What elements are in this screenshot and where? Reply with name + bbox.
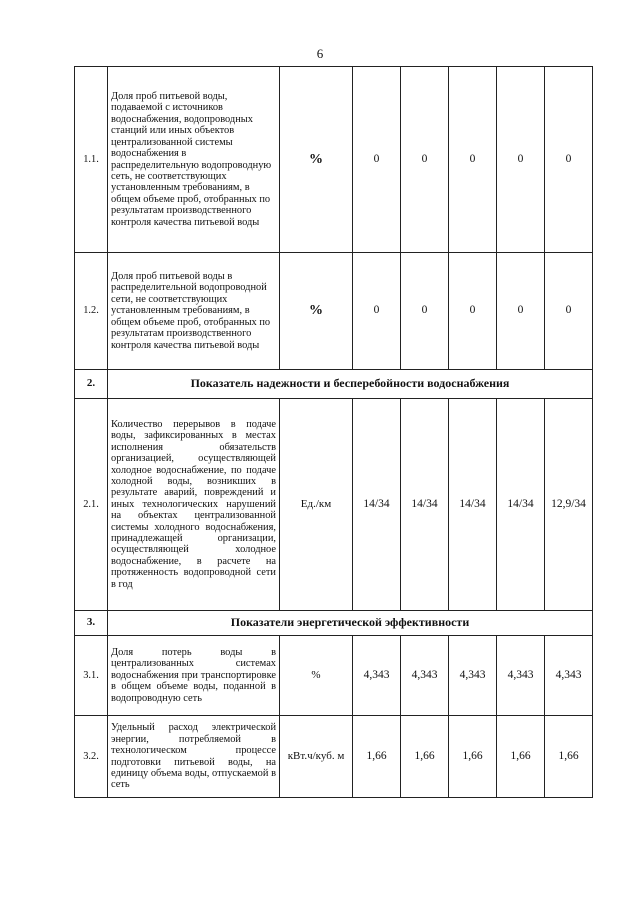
row-unit: %: [280, 67, 353, 253]
row-value: 12,9/34: [545, 399, 593, 611]
row-value: 0: [497, 67, 545, 253]
table-row: [75, 253, 593, 370]
row-value: 1,66: [497, 716, 545, 798]
row-number: 3.1.: [75, 636, 108, 716]
row-value: 0: [497, 253, 545, 370]
row-value: 14/34: [353, 399, 401, 611]
row-value: 0: [401, 253, 449, 370]
row-value: 0: [545, 253, 593, 370]
row-value: 1,66: [545, 716, 593, 798]
table-row: [75, 67, 593, 253]
table-row: [75, 716, 593, 798]
section-title: Показатели энергетической эффективности: [108, 611, 593, 636]
row-description: Доля проб питьевой воды в распределительной водопроводной сети, не соответствующих установленным требованиям, в общем объеме проб, отобранных по результатам производственного контроля качества питьевой воды: [108, 253, 280, 370]
row-description: Доля потерь воды в централизованных системах водоснабжения при транспортировке в общем объеме воды, поданной в водопроводную сеть: [108, 636, 280, 716]
row-value: 4,343: [497, 636, 545, 716]
row-description: Доля проб питьевой воды, подаваемой с источников водоснабжения, водопроводных станций или иных объектов централизованной системы водоснабжения в распределительную водопроводную сеть, не соответствующих установленным требованиям, в общем объеме проб, отобранных по результатам производственного контроля качества питьевой воды: [108, 67, 280, 253]
row-number: 1.1.: [75, 67, 108, 253]
row-value: 0: [545, 67, 593, 253]
row-value: 4,343: [545, 636, 593, 716]
row-value: 0: [353, 67, 401, 253]
page-number: 6: [316, 46, 324, 61]
row-value: 1,66: [353, 716, 401, 798]
row-value: 1,66: [401, 716, 449, 798]
row-value: 14/34: [401, 399, 449, 611]
row-unit: %: [280, 253, 353, 370]
row-value: 0: [401, 67, 449, 253]
row-value: 14/34: [449, 399, 497, 611]
row-value: 1,66: [449, 716, 497, 798]
indicators-table: [74, 66, 593, 798]
row-unit: кВт.ч/куб. м: [280, 716, 353, 798]
row-description: Количество перерывов в подаче воды, зафиксированных в местах исполнения обязательств организацией, осуществляющей холодное водоснабжение, по подаче холодной воды, возникших в результате аварий, повреждений и иных технологических нарушений на объектах централизованной системы холодного водоснабжения, принадлежащей организации, осуществляющей холодное водоснабжение, в расчете на протяженность водопроводной сети в год: [108, 399, 280, 611]
row-value: 4,343: [449, 636, 497, 716]
row-value: 0: [353, 253, 401, 370]
row-number: 2.1.: [75, 399, 108, 611]
row-value: 0: [449, 253, 497, 370]
table-row: [75, 636, 593, 716]
row-value: 14/34: [497, 399, 545, 611]
row-value: 4,343: [353, 636, 401, 716]
row-description: Удельный расход электрической энергии, потребляемой в технологическом процессе подготовки питьевой воды, на единицу объема воды, отпускаемой в сеть: [108, 716, 280, 798]
row-unit: Ед./км: [280, 399, 353, 611]
section-number: 2.: [75, 370, 108, 399]
section-number: 3.: [75, 611, 108, 636]
table-row: [75, 399, 593, 611]
row-unit: %: [280, 636, 353, 716]
section-header-row: [75, 370, 593, 399]
section-title: Показатель надежности и бесперебойности водоснабжения: [108, 370, 593, 399]
row-number: 3.2.: [75, 716, 108, 798]
row-number: 1.2.: [75, 253, 108, 370]
row-value: 4,343: [401, 636, 449, 716]
row-value: 0: [449, 67, 497, 253]
section-header-row: [75, 611, 593, 636]
